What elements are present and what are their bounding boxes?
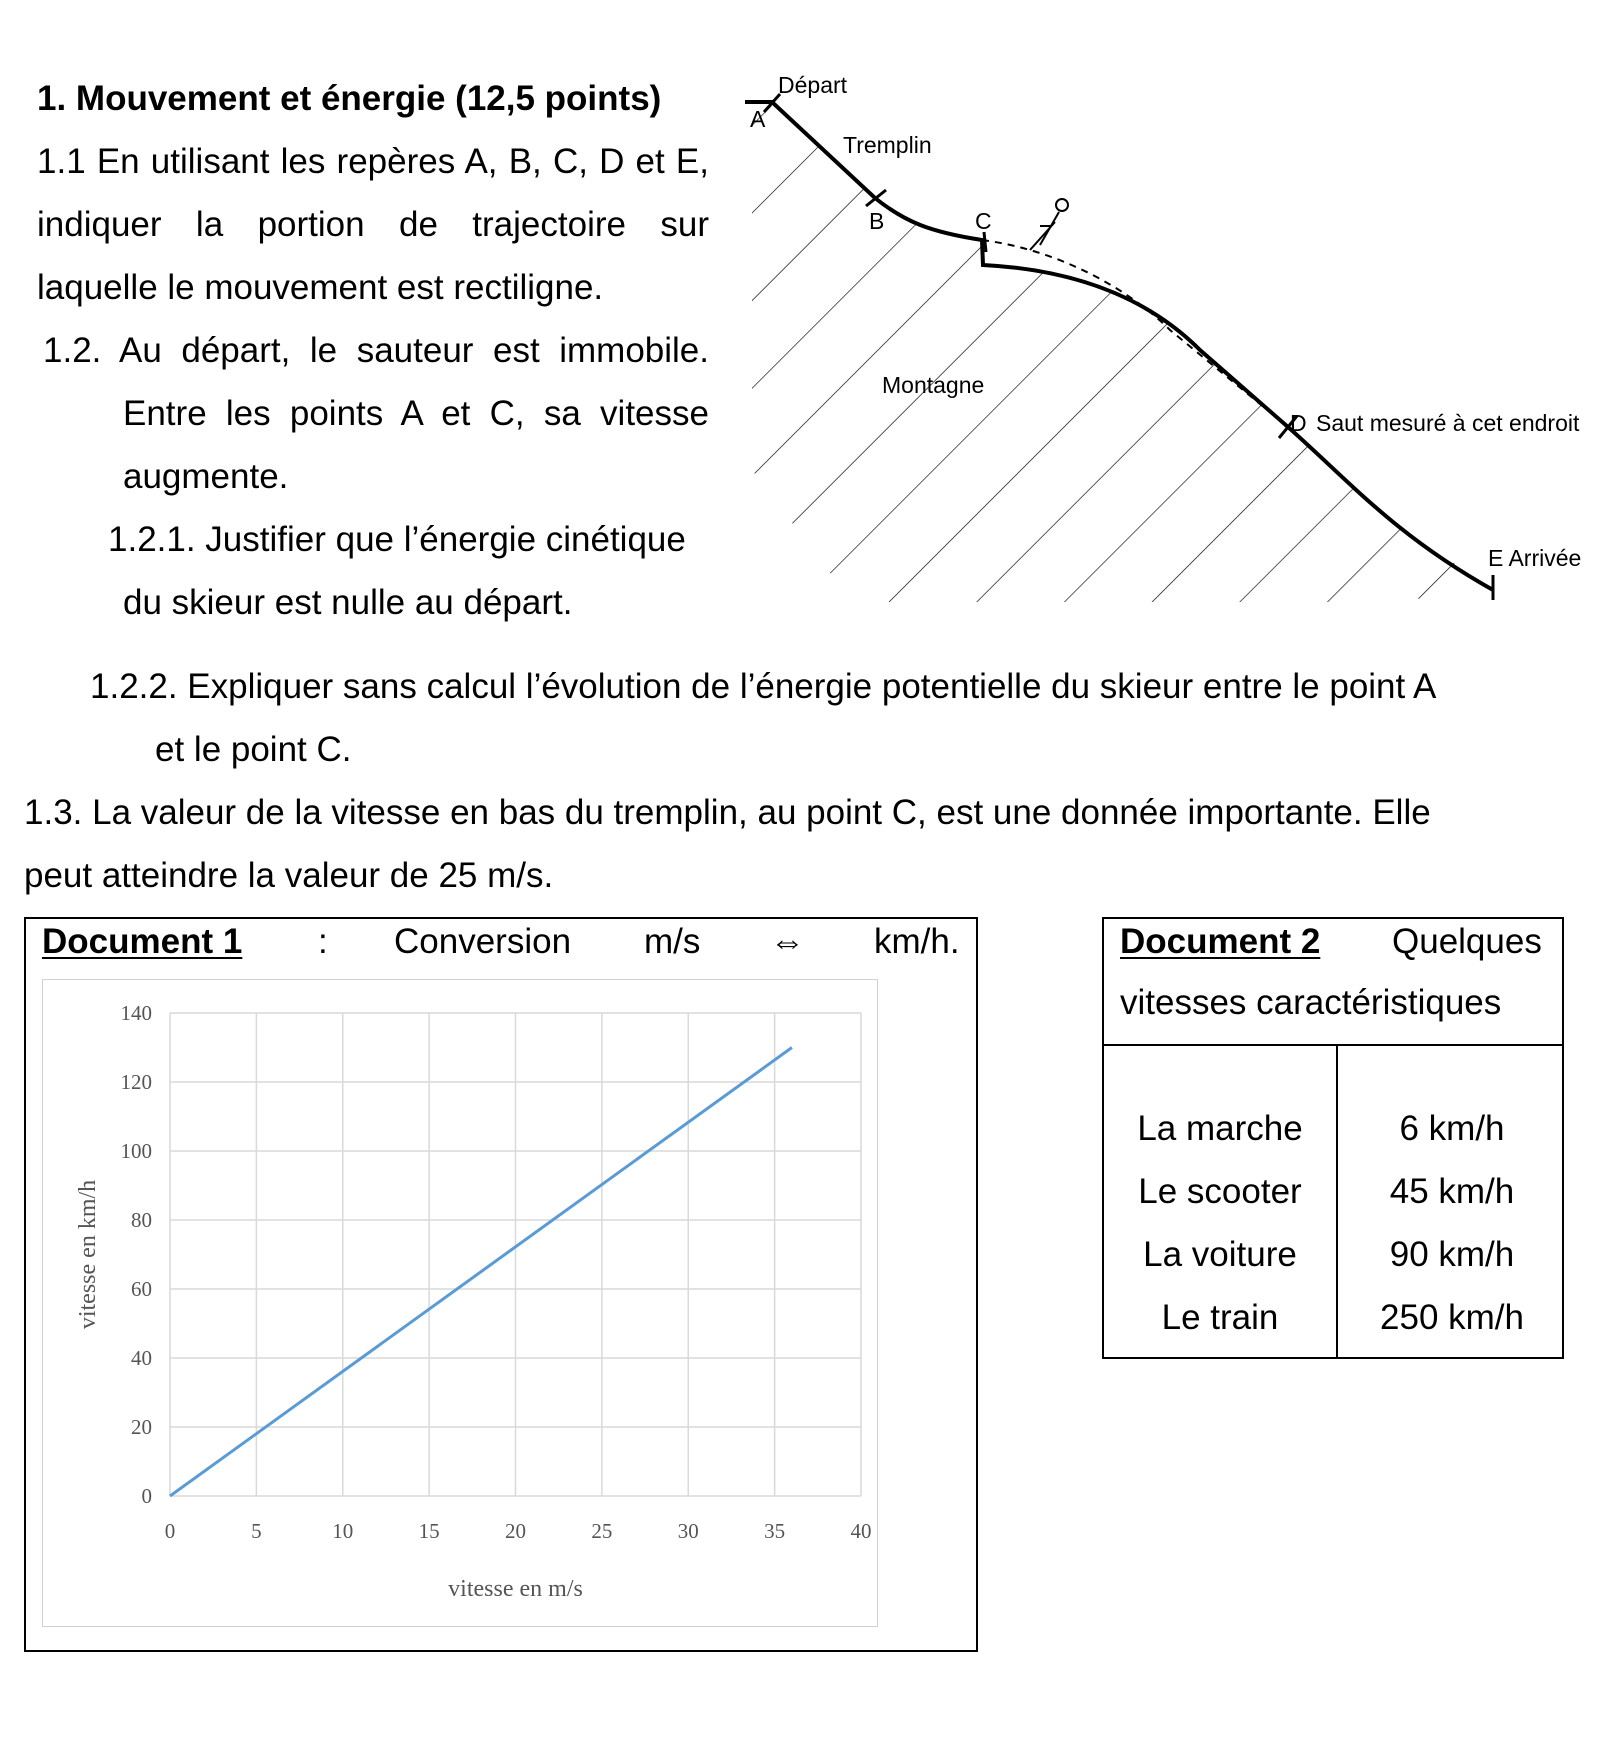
row-value: 90 km/h (1389, 1235, 1515, 1274)
label-point-b: B (869, 208, 885, 234)
x-tick-label: 0 (164, 1519, 176, 1543)
q1-3-line2: peut atteindre la valeur de 25 m/s. (24, 856, 554, 895)
row-label: La marche (1137, 1109, 1303, 1148)
q1-1-line3: laquelle le mouvement est rectiligne. (37, 268, 604, 307)
row-label: Le train (1161, 1298, 1279, 1337)
label-arrivee: E Arrivée (1488, 545, 1582, 571)
row-label: Le scooter (1138, 1172, 1302, 1211)
x-tick-label: 20 (505, 1519, 526, 1543)
y-tick-label: 20 (131, 1415, 152, 1439)
label-point-a: A (750, 106, 766, 132)
q1-2-1-line1: 1.2.1. Justifier que l’énergie cinétique (108, 520, 686, 559)
y-tick-label: 100 (120, 1139, 152, 1163)
label-point-c: C (975, 208, 992, 234)
q1-3-line1: 1.3. La valeur de la vitesse en bas du tremplin, au point C, est une donnée importante. Elle (24, 793, 1431, 832)
y-axis-label: vitesse en km/h (75, 1179, 101, 1330)
y-tick-label: 140 (120, 1001, 152, 1025)
x-axis-label: vitesse en m/s (448, 1576, 583, 1602)
y-tick-label: 80 (131, 1208, 152, 1232)
x-tick-label: 25 (591, 1519, 613, 1543)
x-tick-label: 35 (764, 1519, 786, 1543)
row-value: 45 km/h (1389, 1172, 1515, 1211)
doc1-title: Document 1 (42, 922, 243, 961)
label-montagne: Montagne (882, 372, 985, 398)
chart-frame (42, 979, 878, 1627)
doc1-arrow: ⇔ (770, 922, 805, 961)
label-depart: Départ (778, 72, 848, 98)
doc1-conversion: Conversion (394, 922, 572, 961)
label-tremplin: Tremplin (843, 132, 932, 158)
row-label: La voiture (1143, 1235, 1297, 1274)
x-tick-label: 15 (418, 1519, 440, 1543)
series-line (170, 1048, 792, 1497)
conversion-chart (43, 980, 877, 1626)
q1-2-2-line2: et le point C. (155, 730, 352, 769)
mark-c (984, 232, 986, 252)
document-2-box (1102, 917, 1564, 1359)
document-1-box (24, 917, 978, 1652)
doc2-subtitle-2: vitesses caractéristiques (1120, 983, 1502, 1022)
q1-1-line2: indiquer la portion de trajectoire sur (37, 205, 709, 244)
q1-1-line1: 1.1 En utilisant les repères A, B, C, D et E, (37, 142, 709, 181)
exercise-title: 1. Mouvement et énergie (12,5 points) (37, 79, 662, 118)
doc1-kmh: km/h. (874, 922, 960, 961)
q1-2-line1: 1.2. Au départ, le sauteur est immobile. (43, 331, 709, 370)
q1-2-2-line1: 1.2.2. Expliquer sans calcul l’évolution de l’énergie potentielle du skieur entre le point A (90, 667, 1437, 706)
x-tick-label: 30 (677, 1519, 699, 1543)
q1-2-1-line2: du skieur est nulle au départ. (123, 583, 573, 622)
x-tick-label: 10 (332, 1519, 354, 1543)
x-tick-label: 40 (850, 1519, 872, 1543)
q1-2-line2: Entre les points A et C, sa vitesse (123, 394, 709, 433)
row-value: 6 km/h (1399, 1109, 1505, 1148)
y-tick-label: 120 (120, 1070, 152, 1094)
row-value: 250 km/h (1380, 1298, 1524, 1337)
doc1-ms: m/s (644, 922, 701, 961)
q1-2-line3: augmente. (123, 457, 289, 496)
label-saut: Saut mesuré à cet endroit (1316, 410, 1580, 436)
y-tick-label: 60 (131, 1277, 152, 1301)
skier-icon (1030, 199, 1068, 250)
doc2-header (1104, 919, 1562, 1046)
doc2-subtitle-1: Quelques (1392, 922, 1542, 961)
y-tick-label: 40 (131, 1346, 152, 1370)
label-point-d: D (1290, 410, 1307, 436)
doc2-title: Document 2 (1120, 922, 1321, 961)
doc1-colon: : (318, 922, 328, 961)
y-tick-label: 0 (141, 1484, 152, 1508)
x-tick-label: 5 (251, 1519, 262, 1543)
